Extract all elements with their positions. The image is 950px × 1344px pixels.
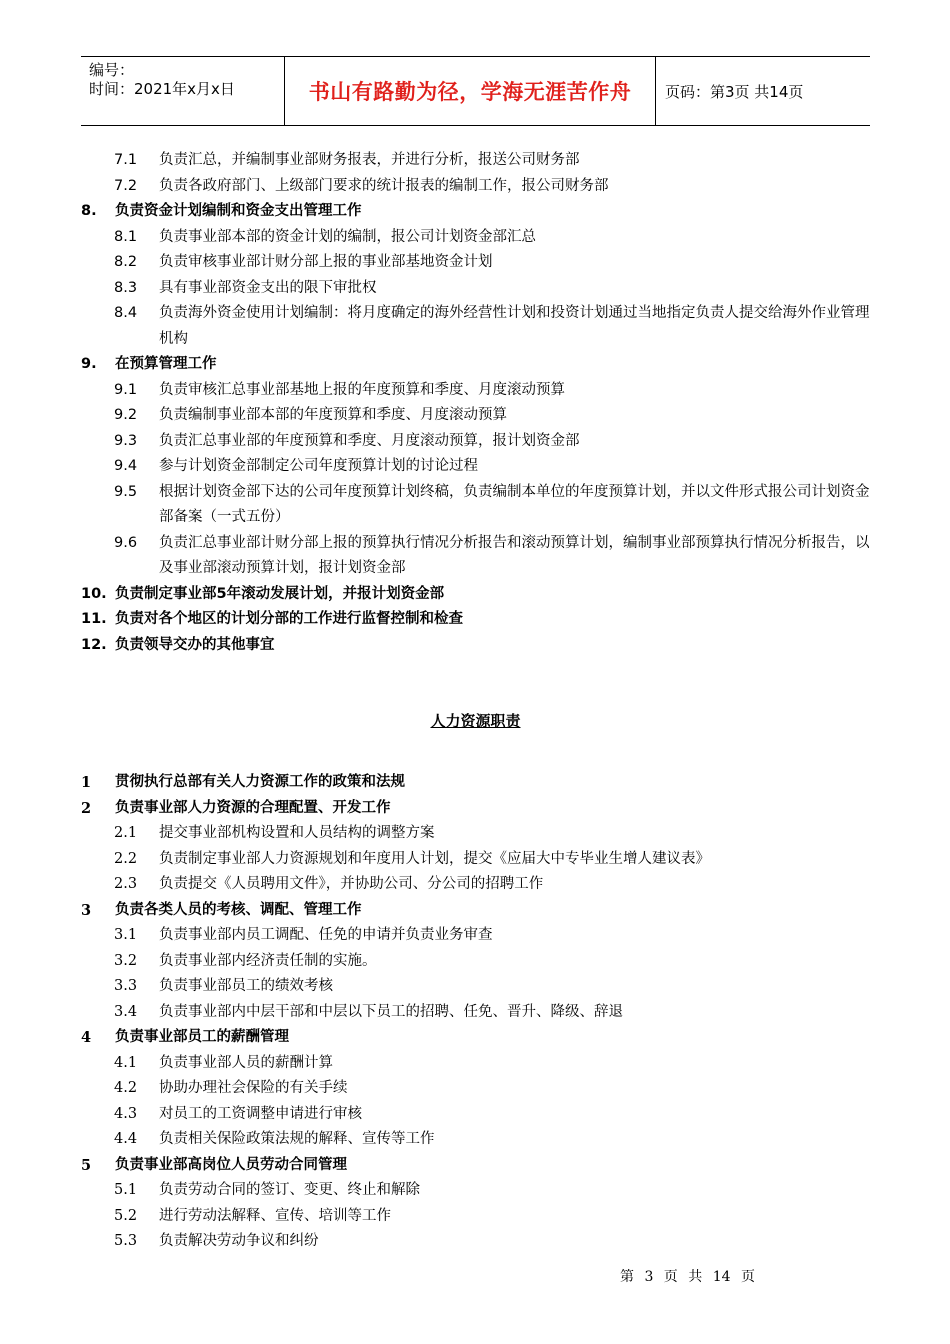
item-text: 协助办理社会保险的有关手续 bbox=[159, 1080, 348, 1096]
list-item bbox=[81, 872, 870, 898]
list-item bbox=[81, 378, 870, 404]
section-item bbox=[81, 607, 870, 633]
list-item bbox=[81, 847, 870, 873]
item-number: 2.2 bbox=[114, 850, 138, 867]
item-number: 7.2 bbox=[114, 177, 138, 194]
item-text: 负责事业部内中层干部和中层以下员工的招聘、任免、晋升、降级、辞退 bbox=[159, 1003, 623, 1020]
item-number: 8.1 bbox=[114, 228, 138, 245]
header-page-info: 页码：第3页 共14页 bbox=[665, 82, 804, 101]
item-number: 4.2 bbox=[114, 1080, 138, 1096]
list-item bbox=[81, 276, 870, 302]
item-text: 在预算管理工作 bbox=[115, 356, 217, 372]
finance-duties-list bbox=[81, 148, 870, 658]
item-number: 4.3 bbox=[114, 1105, 138, 1122]
item-number: 12. bbox=[81, 636, 107, 653]
item-number: 2.1 bbox=[114, 825, 138, 841]
item-number: 2.3 bbox=[114, 876, 138, 892]
item-text: 进行劳动法解释、宣传、培训等工作 bbox=[159, 1207, 391, 1224]
item-text: 负责对各个地区的计划分部的工作进行监督控制和检查 bbox=[115, 611, 463, 627]
item-number: 8.4 bbox=[114, 305, 138, 321]
item-text: 负责事业部人员的薪酬计算 bbox=[159, 1054, 333, 1071]
section-item bbox=[81, 1025, 870, 1051]
page-footer: 第 3 页 共 14 页 bbox=[620, 1269, 755, 1285]
list-item bbox=[81, 429, 870, 455]
list-item bbox=[81, 1204, 870, 1230]
list-item bbox=[81, 225, 870, 251]
item-text: 负责相关保险政策法规的解释、宣传等工作 bbox=[159, 1131, 435, 1147]
item-text: 负责事业部内员工调配、任免的申请并负责业务审查 bbox=[159, 927, 493, 943]
item-number: 3.4 bbox=[114, 1003, 138, 1020]
item-text: 负责劳动合同的签订、变更、终止和解除 bbox=[159, 1182, 420, 1198]
item-number: 7.1 bbox=[114, 152, 138, 168]
item-number: 8.2 bbox=[114, 254, 138, 270]
item-text: 负责事业部高岗位人员劳动合同管理 bbox=[115, 1156, 347, 1173]
item-text: 负责解决劳动争议和纠纷 bbox=[159, 1233, 319, 1249]
item-number: 11. bbox=[81, 611, 107, 627]
item-text: 对员工的工资调整申请进行审核 bbox=[159, 1105, 362, 1122]
section-title: 人力资源职责 bbox=[430, 712, 521, 730]
item-number: 1 bbox=[81, 774, 92, 791]
item-text: 负责事业部内经济责任制的实施。 bbox=[159, 952, 377, 969]
item-number: 5 bbox=[81, 1156, 92, 1174]
item-number: 3.1 bbox=[114, 927, 138, 943]
item-number: 9.5 bbox=[114, 483, 138, 500]
item-text: 负责事业部员工的薪酬管理 bbox=[115, 1029, 289, 1045]
item-number: 5.1 bbox=[114, 1182, 138, 1198]
item-number: 4.1 bbox=[114, 1054, 138, 1071]
item-text: 负责资金计划编制和资金支出管理工作 bbox=[115, 203, 362, 219]
list-item bbox=[81, 821, 870, 847]
item-text: 负责事业部人力资源的合理配置、开发工作 bbox=[115, 799, 391, 816]
item-number: 3.3 bbox=[114, 978, 138, 994]
page-header bbox=[81, 56, 870, 126]
list-item bbox=[81, 1102, 870, 1128]
item-text: 负责制定事业部5年滚动发展计划，并报计划资金部 bbox=[115, 585, 445, 602]
item-number: 9.4 bbox=[114, 458, 138, 474]
item-number: 2 bbox=[81, 799, 92, 817]
list-item bbox=[81, 1229, 870, 1255]
item-text: 负责汇总，并编制事业部财务报表，并进行分析，报送公司财务部 bbox=[159, 152, 580, 168]
list-item bbox=[81, 250, 870, 276]
list-item bbox=[81, 1000, 870, 1026]
item-text: 负责各类人员的考核、调配、管理工作 bbox=[115, 901, 362, 918]
section-item bbox=[81, 796, 870, 822]
item-text: 负责汇总事业部的年度预算和季度、月度滚动预算，报计划资金部 bbox=[159, 432, 580, 449]
item-text: 负责各政府部门、上级部门要求的统计报表的编制工作，报公司财务部 bbox=[159, 177, 609, 194]
section-item bbox=[81, 352, 870, 378]
hr-duties-list bbox=[81, 770, 870, 1255]
item-text: 负责汇总事业部计财分部上报的预算执行情况分析报告和滚动预算计划，编制事业部预算执行情况分析报告，以及事业部滚动预算计划，报计划资金部 bbox=[159, 534, 870, 576]
section-item bbox=[81, 1153, 870, 1179]
document-date: 时间：2021年x月x日 bbox=[89, 80, 235, 98]
list-item bbox=[81, 949, 870, 975]
document-number-label: 编号： bbox=[89, 61, 135, 79]
item-number: 8.3 bbox=[114, 279, 138, 296]
item-text: 负责提交《人员聘用文件》，并协助公司、分公司的招聘工作 bbox=[159, 876, 544, 892]
item-text: 负责领导交办的其他事宜 bbox=[115, 636, 275, 653]
header-meta bbox=[81, 57, 284, 125]
item-number: 3 bbox=[81, 901, 92, 919]
list-item bbox=[81, 1178, 870, 1204]
item-number: 5.3 bbox=[114, 1233, 138, 1249]
item-number: 3.2 bbox=[114, 952, 138, 969]
list-item bbox=[81, 1076, 870, 1102]
item-number: 5.2 bbox=[114, 1207, 138, 1224]
item-text: 负责事业部员工的绩效考核 bbox=[159, 978, 333, 994]
list-item bbox=[81, 403, 870, 429]
list-item bbox=[81, 1127, 870, 1153]
list-item bbox=[81, 531, 870, 582]
item-text: 参与计划资金部制定公司年度预算计划的讨论过程 bbox=[159, 458, 478, 474]
list-item bbox=[81, 974, 870, 1000]
item-text: 负责审核事业部计财分部上报的事业部基地资金计划 bbox=[159, 254, 493, 270]
item-text: 具有事业部资金支出的限下审批权 bbox=[159, 279, 377, 296]
item-number: 9. bbox=[81, 356, 97, 372]
section-item bbox=[81, 199, 870, 225]
item-number: 9.6 bbox=[114, 534, 138, 551]
list-item bbox=[81, 1051, 870, 1077]
section-item bbox=[81, 770, 870, 796]
item-number: 8. bbox=[81, 203, 97, 219]
item-text: 根据计划资金部下达的公司年度预算计划终稿，负责编制本单位的年度预算计划，并以文件形式报公司计划资金部备案（一式五份） bbox=[159, 483, 870, 525]
item-text: 负责制定事业部人力资源规划和年度用人计划，提交《应届大中专毕业生增人建议表》 bbox=[159, 850, 710, 867]
item-text: 负责事业部本部的资金计划的编制，报公司计划资金部汇总 bbox=[159, 228, 536, 245]
section-item bbox=[81, 582, 870, 608]
item-number: 4.4 bbox=[114, 1131, 138, 1147]
header-motto: 书山有路勤为径，学海无涯苦作舟 bbox=[284, 57, 656, 125]
item-text: 提交事业部机构设置和人员结构的调整方案 bbox=[159, 825, 435, 841]
list-item bbox=[81, 454, 870, 480]
list-item bbox=[81, 301, 870, 352]
item-number: 9.2 bbox=[114, 407, 138, 423]
item-number: 9.3 bbox=[114, 432, 138, 449]
item-text: 负责审核汇总事业部基地上报的年度预算和季度、月度滚动预算 bbox=[159, 381, 565, 398]
item-number: 9.1 bbox=[114, 381, 138, 398]
section-item bbox=[81, 633, 870, 659]
item-text: 贯彻执行总部有关人力资源工作的政策和法规 bbox=[115, 774, 405, 790]
list-item bbox=[81, 148, 870, 174]
item-number: 10. bbox=[81, 585, 107, 602]
list-item bbox=[81, 923, 870, 949]
list-item bbox=[81, 174, 870, 200]
list-item bbox=[81, 480, 870, 531]
item-number: 4 bbox=[81, 1029, 92, 1046]
section-item bbox=[81, 898, 870, 924]
item-text: 负责编制事业部本部的年度预算和季度、月度滚动预算 bbox=[159, 407, 507, 423]
item-text: 负责海外资金使用计划编制：将月度确定的海外经营性计划和投资计划通过当地指定负责人提交给海外作业管理机构 bbox=[159, 305, 870, 347]
